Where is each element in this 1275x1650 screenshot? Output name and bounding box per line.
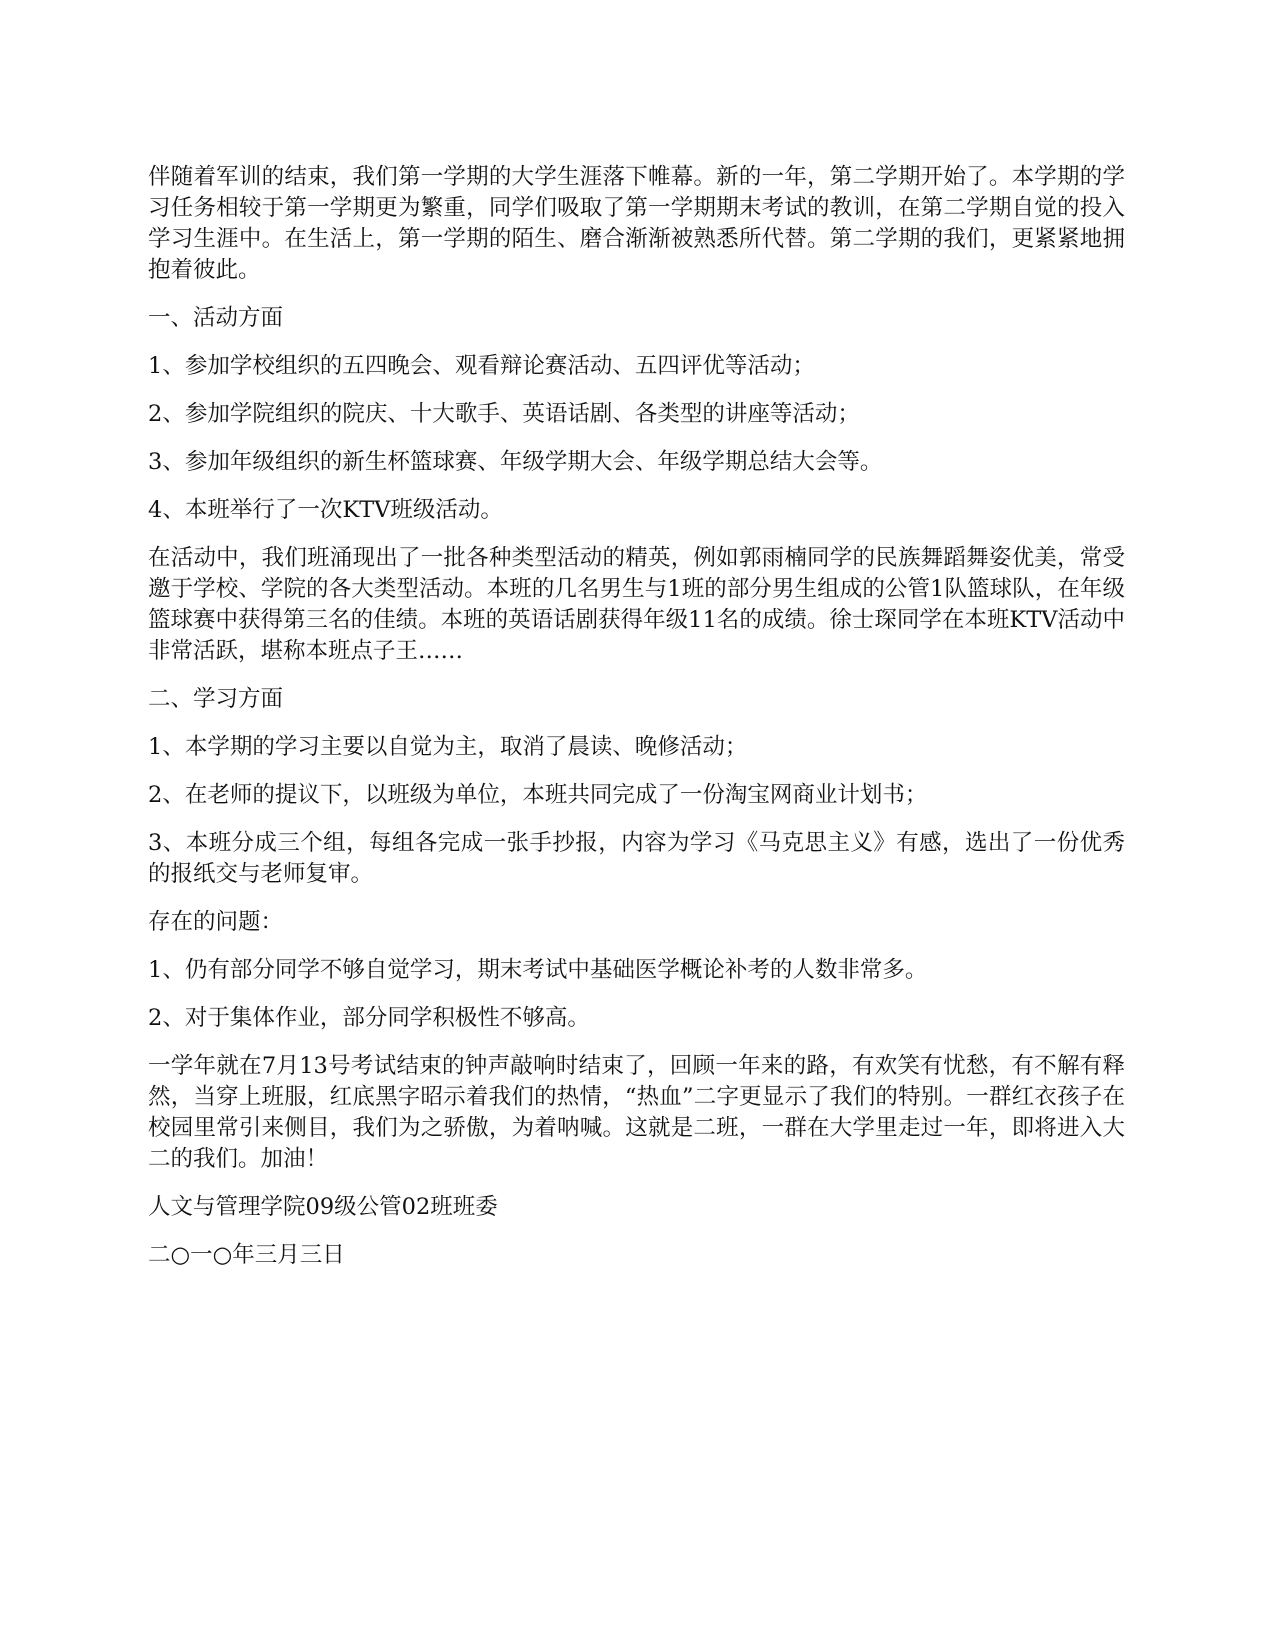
problem-item-1: 1、仍有部分同学不够自觉学习，期末考试中基础医学概论补考的人数非常多。 — [148, 957, 928, 983]
activity-item-1: 1、参加学校组织的五四晚会、观看辩论赛活动、五四评优等活动； — [148, 353, 815, 379]
activity-highlights-paragraph: 在活动中，我们班涌现出了一批各种类型活动的精英，例如郭雨楠同学的民族舞蹈舞姿优美，常受邀于学校、学院的各大类型活动。本班的几名男生与1班的部分男生组成的公管1队篮球队，在年级篮球赛中获得第三名的佳绩。本班的英语话剧获得年级11名的成绩。徐士琛同学在本班KTV活动中非常活跃，堪称本班点子王…… — [148, 545, 1125, 664]
activity-item-2: 2、参加学院组织的院庆、十大歌手、英语话剧、各类型的讲座等活动； — [148, 401, 860, 427]
activity-item-3: 3、参加年级组织的新生杯篮球赛、年级学期大会、年级学期总结大会等。 — [148, 449, 883, 475]
study-item-2: 2、在老师的提议下，以班级为单位，本班共同完成了一份淘宝网商业计划书； — [148, 782, 928, 808]
signature-organization: 人文与管理学院09级公管02班班委 — [148, 1194, 498, 1220]
study-item-3: 3、本班分成三个组，每组各完成一张手抄报，内容为学习《马克思主义》有感，选出了一份优秀的报纸交与老师复审。 — [148, 830, 1125, 887]
intro-paragraph: 伴随着军训的结束，我们第一学期的大学生涯落下帷幕。新的一年，第二学期开始了。本学期的学习任务相较于第一学期更为繁重，同学们吸取了第一学期期末考试的教训，在第二学期自觉的投入学习生涯中。在生活上，第一学期的陌生、磨合渐渐被熟悉所代替。第二学期的我们，更紧紧地拥抱着彼此。 — [148, 164, 1125, 283]
section-heading-activities: 一、活动方面 — [148, 305, 284, 331]
problems-heading: 存在的问题： — [148, 909, 284, 935]
problem-item-2: 2、对于集体作业，部分同学积极性不够高。 — [148, 1005, 590, 1031]
activity-item-4: 4、本班举行了一次KTV班级活动。 — [148, 497, 503, 523]
document-body — [148, 162, 1125, 1288]
closing-paragraph: 一学年就在7月13号考试结束的钟声敲响时结束了，回顾一年来的路，有欢笑有忧愁，有不解有释然，当穿上班服，红底黑字昭示着我们的热情，“热血”二字更显示了我们的特别。一群红衣孩子在校园里常引来侧目，我们为之骄傲，为着呐喊。这就是二班，一群在大学里走过一年，即将进入大二的我们。加油！ — [148, 1053, 1125, 1172]
section-heading-study: 二、学习方面 — [148, 686, 284, 712]
signature-date: 二○一○年三月三日 — [148, 1242, 345, 1268]
study-item-1: 1、本学期的学习主要以自觉为主，取消了晨读、晚修活动； — [148, 734, 748, 760]
